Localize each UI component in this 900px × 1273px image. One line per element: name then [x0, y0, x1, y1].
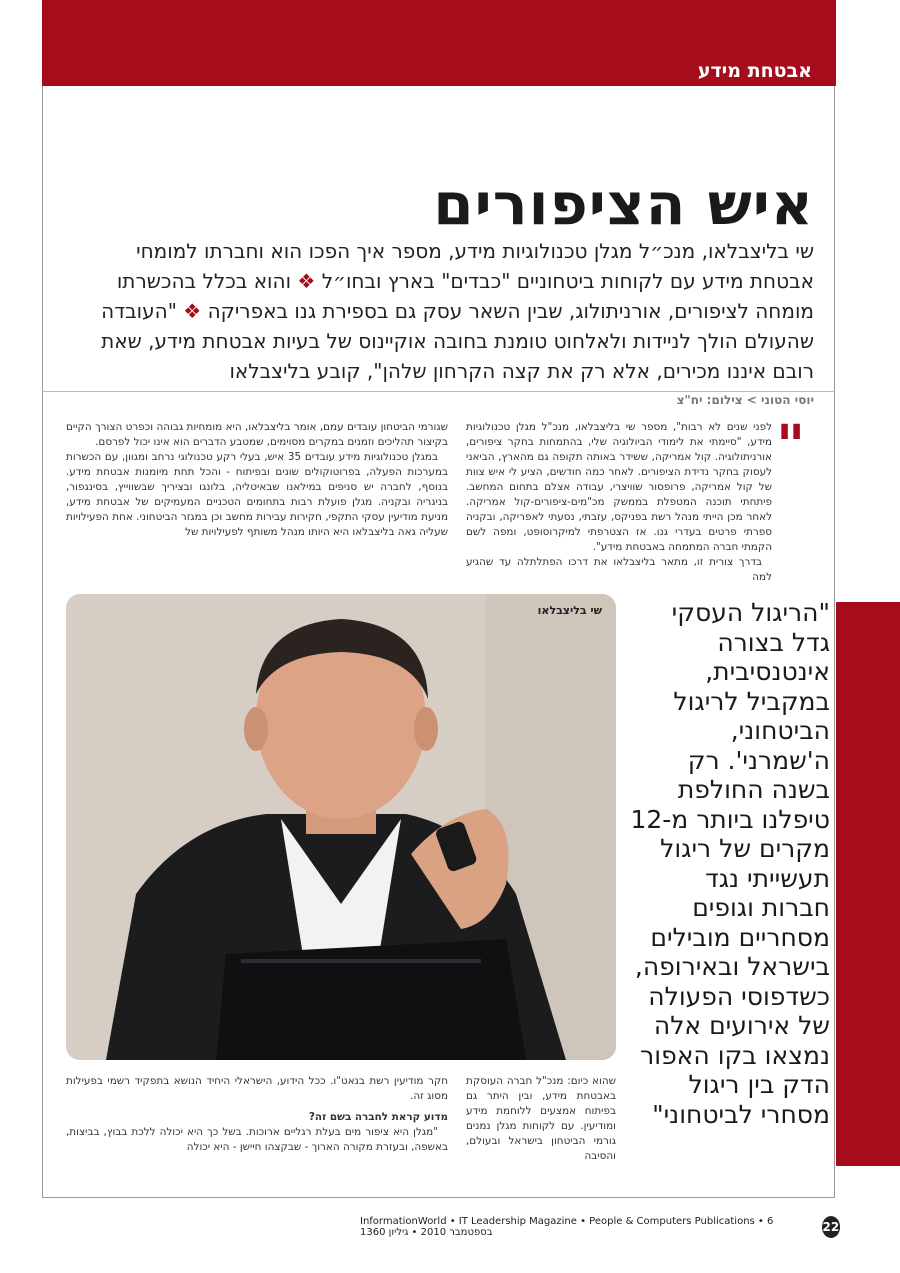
- lead-part-2: והוא בכלל בהכשרתו מומחה לציפורים, אורניתולוג, שבין השאר עסק גם בספירת גנו באפריקה: [116, 269, 814, 323]
- header-band: [42, 0, 836, 86]
- section-label: אבטחת מידע: [697, 60, 812, 82]
- column-right-top: [466, 420, 772, 582]
- quote-mark-icon: ": [776, 413, 806, 479]
- column-left-bottom: [66, 1074, 448, 1172]
- divider: [42, 391, 835, 392]
- byline: יוסי הטוני > צילום: יח"צ: [676, 393, 814, 407]
- portrait-illustration: [66, 594, 616, 1060]
- footer-text: InformationWorld • IT Leadership Magazine • People & Computers Publications • 6 בספטמבר 2010 • גיליון 1360: [360, 1216, 774, 1238]
- lead-part-1: שי בליצבלאו, מנכ״ל מגלן טכנולוגיות מידע, מספר איך הפכו הוא וחברתו למומחי אבטחת מידע עם לקוחות ביטחוניים "כבדים" בארץ ובחו״ל: [136, 239, 814, 293]
- photo-caption: שי בליצבלאו: [537, 604, 602, 617]
- paragraph: שגורמי הביטחון עובדים עמם, אומר בליצבלאו, היא מומחיות גבוהה וכפרט הצורך הקיים בקיצור תהליכים וזמנים במקרים מסוימים, שמטבע הדברים הוא אינו יכול לפרסם.: [66, 421, 448, 448]
- diamond-icon: ❖: [297, 269, 316, 293]
- side-accent-band: [836, 602, 900, 1166]
- page-number: 22: [822, 1216, 840, 1238]
- paragraph: בדרך צורית זו, מתאר בליצבלאו את דרכו הפתלתלה עד שהגיע למה: [466, 556, 772, 582]
- article-lead: [84, 236, 814, 386]
- paragraph: במגלן טכנולוגיות מידע עובדים 35 איש, בעלי רקע טכנולוגי נרחב ומגוון, עם הכשרות במערכות הפעלה, בפרוטוקולים שונים ובפיתוח - והכל תחת מיומנות אבטחת מידע. בנוסף, לחברה יש סניפים במילאנו שבאיטליה, בלונגו ובציריך שבשווייץ, בסינגפור, בניגריה ובקניה. מגלן פועלת רבות בתחומים הטכניים המעמיקים של אבטחת מידע, מניעת מודיעין עסקי התקפי, חקירות עבירות מחשב וכן במגזר הביטחוני. אחת הפעילויות שעליה גאה בליצבלאו היא היותו מנהל משותף לפעילויות של: [66, 451, 448, 538]
- column-right-bottom: [466, 1074, 616, 1172]
- paragraph: שהוא כיום: מנכ"ל חברה העוסקת באבטחת מידע, ובין היתר גם בפיתוח אמצעים ללוחמת מידע ומודיעין. עם לקוחות מגלן נמנים גורמי הביטחון בישראל ובעולם, והסיבה: [466, 1075, 616, 1162]
- paragraph: "מגלן היא ציפור מים בעלת רגליים ארוכות. בשל כך היא יכולה ללכת בבוץ, בביצות, באשפה, ובעזרת מקורה הארוך - שבקצהו חיישן - היא יכולה: [66, 1126, 448, 1153]
- column-left-top: [66, 420, 448, 582]
- diamond-icon: ❖: [183, 299, 202, 323]
- paragraph: חקר מודיעין רשת בנאט"ו. ככל הידוע, הישראלי היחיד הנושא בתפקיד רשמי בפעילות מסוג זה.: [66, 1075, 448, 1102]
- pull-quote: "הריגול העסקי גדל בצורה אינטנסיבית, במקביל לריגול הביטחוני, ה'שמרני'. רק בשנה החולפת טיפלנו ביותר מ-12 מקרים של ריגול תעשייתי נגד חברות וגופים מסחריים מובילים בישראל ובאירופה, כשדפוסי הפעולה של אירועים אלה נמצאו בקו האפור הדק בין ריגול מסחרי לביטחוני": [630, 598, 830, 1129]
- page-footer: [360, 1216, 840, 1238]
- article-title: איש הציפורים: [433, 170, 814, 238]
- lead-part-3: "העובדה שהעולם הולך לניידות ולאלחוט טומנת בחובה אוקיינוס של בעיות אבטחת מידע, שאת רובם איננו מכירים, אלא רק את קצה הקרחון שלהן", קובע בליצבלאו: [101, 299, 814, 383]
- portrait-photo: [66, 594, 616, 1060]
- subheading: מדוע קראת לחברה בשם זה?: [308, 1111, 448, 1123]
- paragraph: לפני שנים לא רבות", מספר שי בליצבלאו, מנכ"ל מגלן טכנולוגיות מידע, "סיימתי את לימודי הביולוגיה שלי, בהתמחות בחקר ציפורים, אורניתולוגיה. קול אמריקה, ששידר באותה תקופה גם מהארץ, הביאני לעסוק בחקר נדידת הציפורים. לאחר כמה חודשים, הציע לי איש צוות של קול אמריקה, פרופסור שוויצרי, עבודה אצלם בתחום המחשב. פיתחתי תוכנה המטפלת בממשק מכ"מים-ציפורים-קול אמריקה. לאחר מכן הייתי מנהל רשת בפניקס, עזבתי, נסעתי לאפריקה, ובקניה ספרתי פרטים בעדרי גנו. אז הצטרפתי למיקרוסופט, ומפה לשם הקמתי חברה המתמחה באבטחת מידע".: [466, 421, 772, 553]
